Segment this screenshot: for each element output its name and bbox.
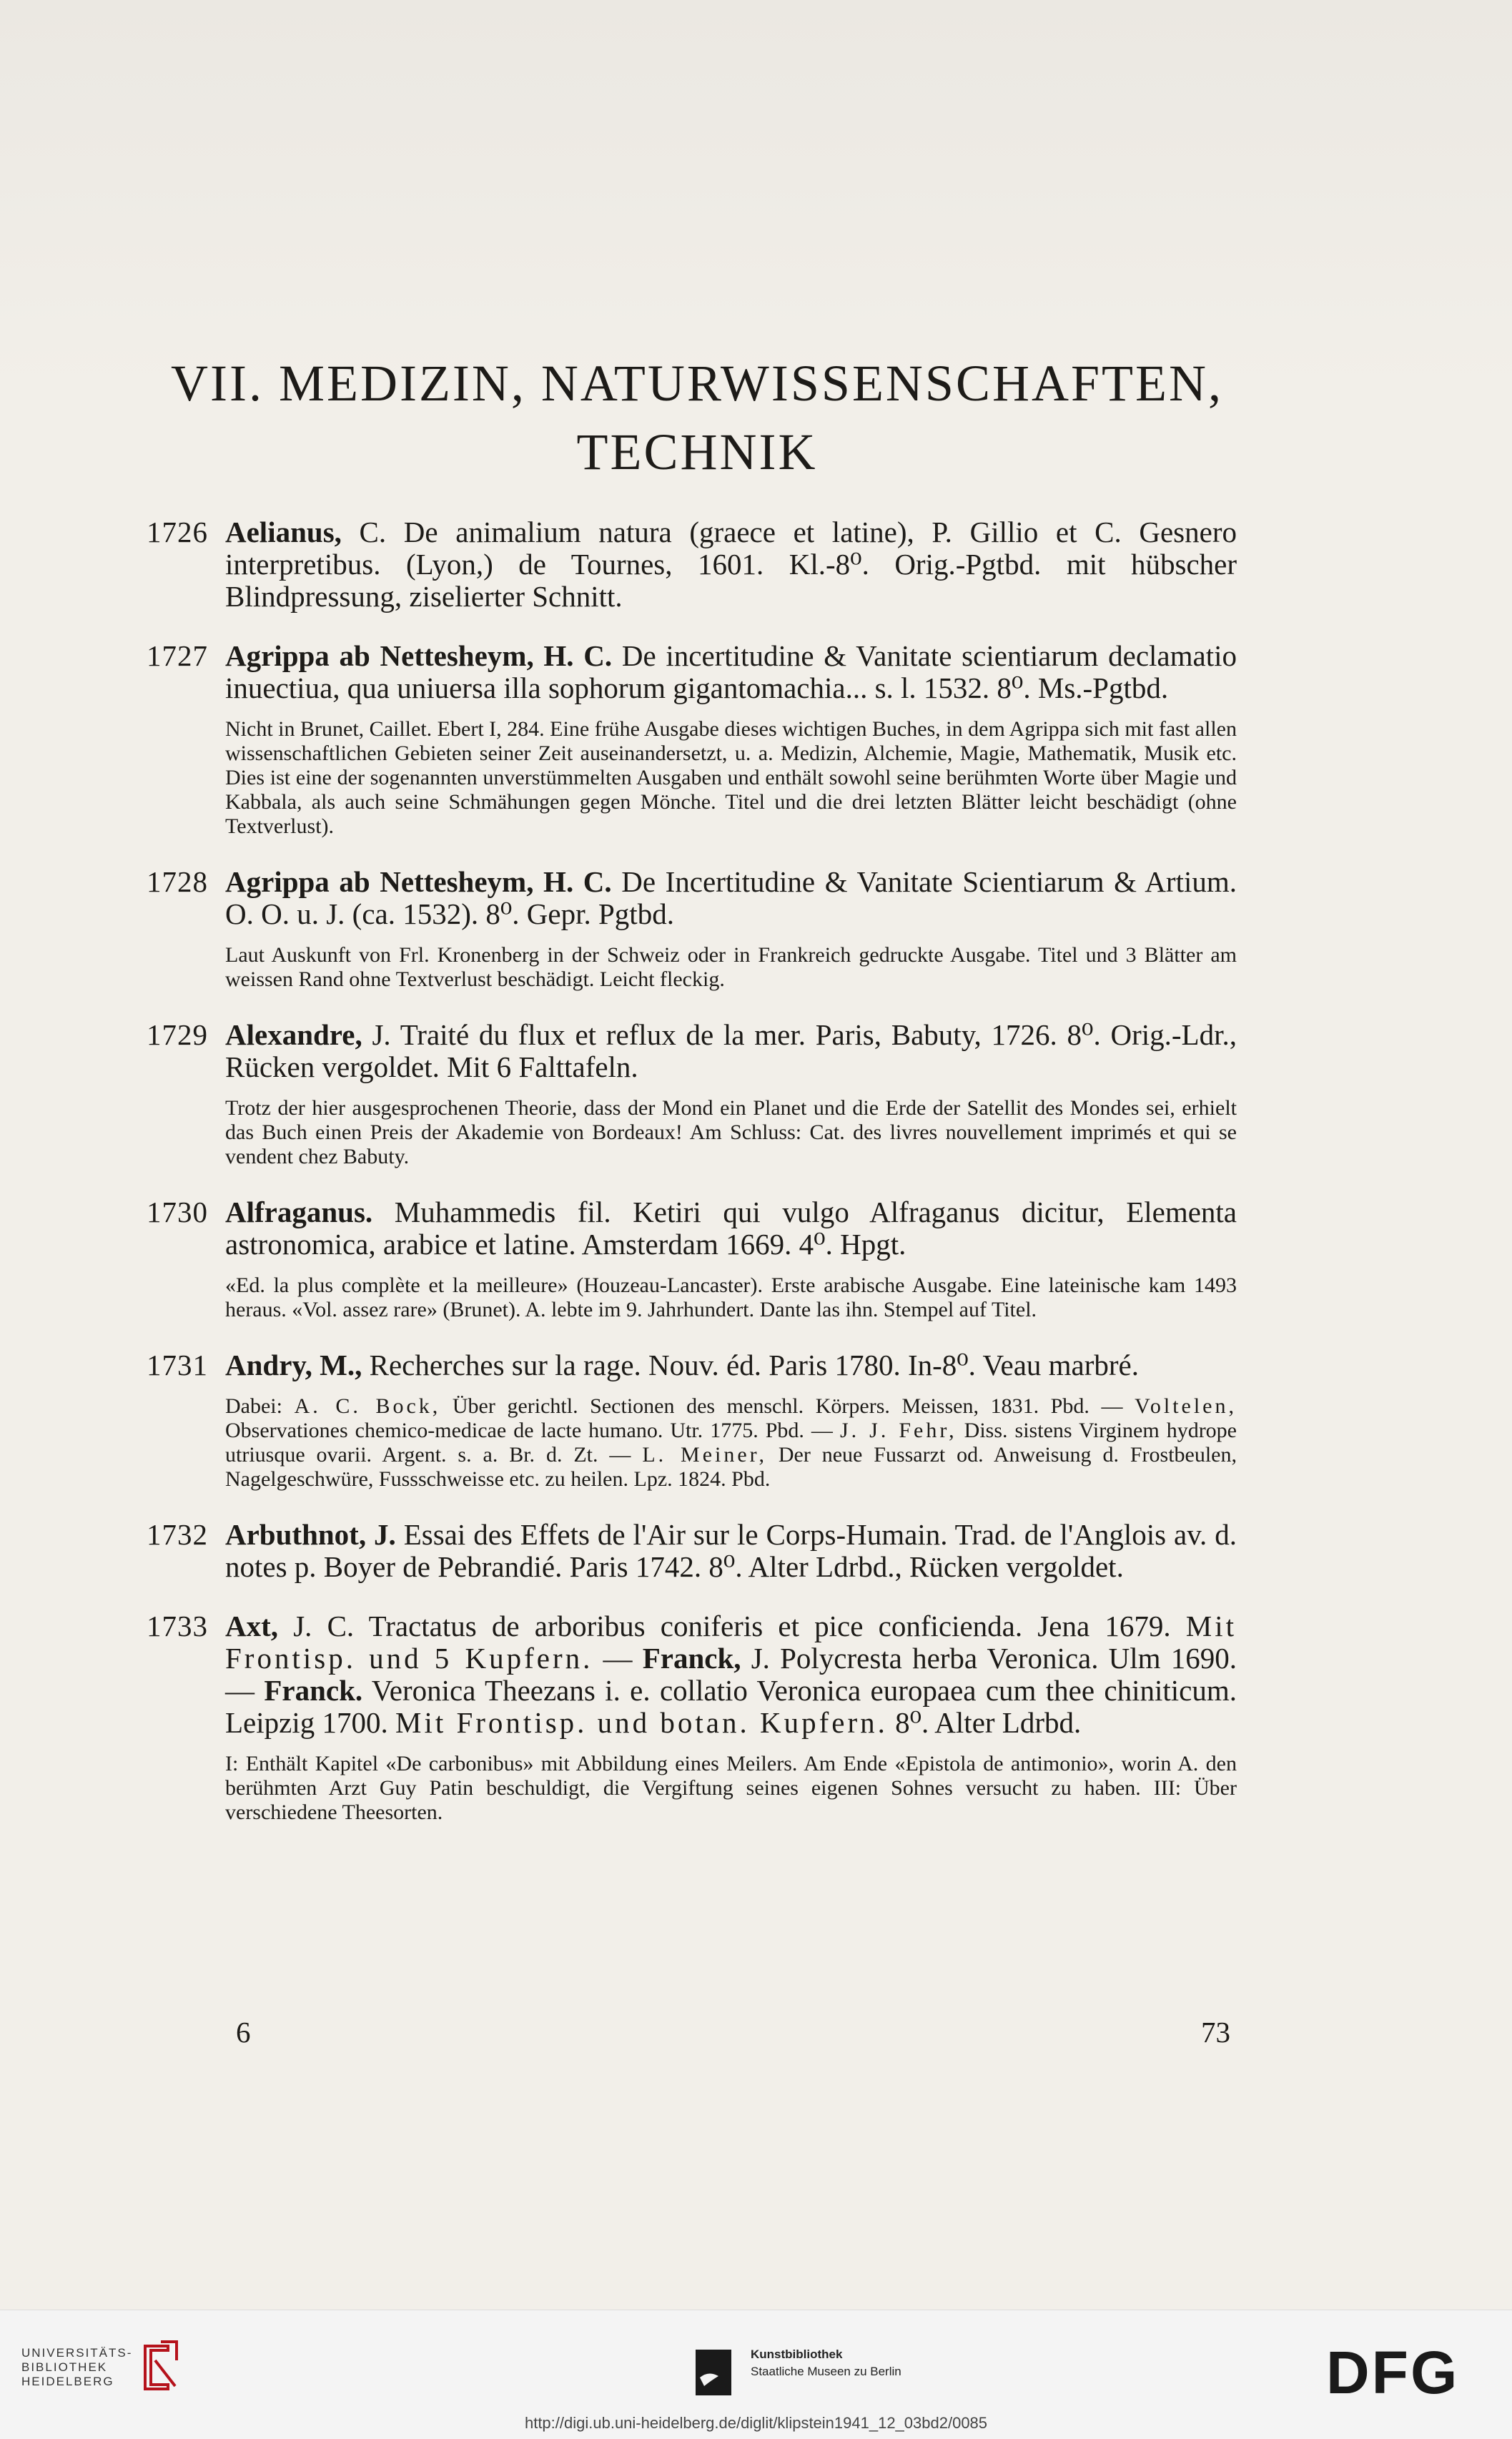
university-mark-icon [139,2339,182,2396]
entry-text: C. De animalium natura (graece et latine), P. Gillio et C. Gesnero interpretibus. (Lyon,) de Tournes, 1601. Kl.-8⁰. Orig.-Pgtbd. mit hübscher Blindpressung, ziselierter Schnitt. [225,516,1237,613]
entry-text: J. C. Tractatus de arboribus coniferis et pice conficienda. Jena 1679. [278,1610,1186,1642]
entry-description [225,1349,1237,1381]
logo-text: Staatliche Museen zu Berlin [751,2365,901,2378]
entry-author: Franck, [642,1642,741,1675]
catalogue-entries [147,516,1237,1852]
entry-note [225,1394,1237,1492]
logo-text: BIBLIOTHEK [21,2360,108,2374]
entry-note: I: Enthält Kapitel «De carbonibus» mit Abbildung eines Meilers. Am Ende «Epistola de antimonio», worin A. den berühmten Arzt Guy Patin beschuldigt, die Vergiftung seines eigenen Sohnes versucht zu haben. III: Über verschiedene Theesorten. [225,1752,1237,1824]
note-text: Dabei: [225,1394,295,1418]
entry-author: Franck. [264,1674,363,1707]
catalogue-entry [147,866,1237,992]
entry-number: 1726 [147,516,208,548]
kunstbibliothek-logo-icon [690,2346,740,2400]
entry-note: Trotz der hier ausgesprochenen Theorie, dass der Mond ein Planet und die Erde der Satellit des Mondes sei, erhielt das Buch einen Preis der Akademie von Bordeaux! Am Schluss: Cat. des livres nouvellement imprimés et qui se vendent chez Babuty. [225,1096,1237,1168]
section-title-line1: VII. MEDIZIN, NATURWISSENSCHAFTEN, [171,355,1223,412]
entry-text: 8⁰. Alter Ldrbd. [887,1706,1082,1739]
entry-number: 1730 [147,1196,208,1228]
note-author: J. J. Fehr, [839,1419,957,1442]
entry-number: 1729 [147,1018,208,1051]
catalogue-entry [147,1519,1237,1583]
catalogue-entry [147,1019,1237,1169]
entry-description [225,1019,1237,1083]
catalogue-entry [147,516,1237,613]
entry-text: Muhammedis fil. Ketiri qui vulgo Alfraganus dicitur, Elementa astronomica, arabice et latine. Amsterdam 1669. 4⁰. Hpgt. [225,1196,1237,1261]
entry-author: Aelianus, [225,516,342,548]
entry-number: 1727 [147,639,208,672]
entry-number: 1728 [147,865,208,898]
entry-text: — [593,1642,643,1675]
dfg-logo: DFG [1326,2339,1460,2406]
section-title [129,349,1265,486]
entry-text: Veronica Theezans i. e. collatio Veronica europaea cum thee chiniticum. Leipzig 1700. [225,1674,1237,1739]
entry-text: De Incertitudine & Vanitate Scientiarum & Artium. O. O. u. J. (ca. 1532). 8⁰. Gepr. Pgtbd. [225,865,1237,930]
logo-text: HEIDELBERG [21,2375,114,2388]
entry-author: Alexandre, [225,1018,362,1051]
university-library-logo [21,2346,132,2389]
note-text: Observationes chemico-medicae de lacte humano. Utr. 1775. Pbd. — [225,1419,840,1442]
note-author: Voltelen, [1135,1394,1237,1418]
note-author: A. C. Bock, [294,1394,441,1418]
logo-text: UNIVERSITÄTS- [21,2346,133,2360]
entry-author: Andry, M., [225,1349,362,1381]
entry-text: J. Polycresta herba Veronica. Ulm 1690. — [225,1642,1237,1707]
entry-description [225,866,1237,930]
entry-note: Nicht in Brunet, Caillet. Ebert I, 284. Eine frühe Ausgabe dieses wichtigen Buches, in dem Agrippa sich mit fast allen wissenschaftlichen Gebieten seiner Zeit auseinandersetzt, u. a. Medizin, Alchemie, Magie, Mathematik, Musik etc. Dies ist eine der sogenannten unverstümmelten Ausgaben und enthält sowohl seine berühmten Worte über Magie und Kabbala, als auch seine Schmähungen gegen Mönche. Titel und die drei letzten Blätter leicht beschädigt (ohne Textverlust). [225,717,1237,838]
note-text: Der neue Fussarzt od. Anweisung d. Frostbeulen, Nagelgeschwüre, Fussschweisse etc. zu heilen. Lpz. 1824. Pbd. [225,1443,1237,1491]
catalogue-entry [147,1610,1237,1825]
entry-text: Recherches sur la rage. Nouv. éd. Paris 1780. In-8⁰. Veau marbré. [362,1349,1139,1381]
note-text: Über gerichtl. Sectionen des menschl. Körpers. Meissen, 1831. Pbd. — [440,1394,1135,1418]
page-number: 73 [1201,2016,1230,2049]
entry-number: 1732 [147,1518,208,1551]
entry-author: Axt, [225,1610,279,1642]
catalogue-entry [147,1196,1237,1322]
entry-text: J. Traité du flux et reflux de la mer. Paris, Babuty, 1726. 8⁰. Orig.-Ldr., Rücken vergoldet. Mit 6 Falttafeln. [225,1018,1237,1083]
kunstbibliothek-text [751,2346,901,2380]
entry-author: Alfraganus. [225,1196,373,1228]
catalogue-entry [147,640,1237,839]
entry-number: 1731 [147,1349,208,1381]
logo-text: Kunstbibliothek [751,2347,843,2361]
catalogue-entry [147,1349,1237,1492]
footer-bar [0,2310,1512,2439]
source-url[interactable]: http://digi.ub.uni-heidelberg.de/diglit/klipstein1941_12_03bd2/0085 [524,2414,988,2432]
signature-mark: 6 [236,2016,251,2049]
entry-number: 1733 [147,1610,208,1642]
entry-author: Agrippa ab Nettesheym, H. C. [225,639,613,672]
entry-text: Essai des Effets de l'Air sur le Corps-Humain. Trad. de l'Anglois av. d. notes p. Boyer de Pebrandié. Paris 1742. 8⁰. Alter Ldrbd., Rücken vergoldet. [225,1518,1237,1583]
entry-author: Agrippa ab Nettesheym, H. C. [225,865,612,898]
entry-description [225,640,1237,704]
entry-note: «Ed. la plus complète et la meilleure» (Houzeau-Lancaster). Erste arabische Ausgabe. Eine lateinische kam 1493 heraus. «Vol. assez rare» (Brunet). A. lebte im 9. Jahrhundert. Dante las ihn. Stempel auf Titel. [225,1273,1237,1321]
entry-description [225,1610,1237,1739]
entry-text-spaced: Mit Frontisp. und botan. Kupfern. [395,1706,888,1739]
note-text: Diss. sistens Virginem hydrope utriusque ovarii. Argent. s. a. Br. d. Zt. — [225,1419,1237,1467]
entry-description [225,516,1237,613]
entry-text-spaced: Mit Frontisp. und 5 Kupfern. [225,1610,1237,1675]
section-title-line2: TECHNIK [576,423,818,481]
entry-description [225,1519,1237,1583]
page-top-shading [0,0,1512,386]
entry-note: Laut Auskunft von Frl. Kronenberg in der Schweiz oder in Frankreich gedruckte Ausgabe. Titel und 3 Blätter am weissen Rand ohne Textverlust beschädigt. Leicht fleckig. [225,943,1237,991]
note-author: L. Meiner, [642,1443,767,1467]
entry-author: Arbuthnot, J. [225,1518,396,1551]
entry-text: De incertitudine & Vanitate scientiarum declamatio inuectiua, qua uniuersa illa sophorum gigantomachia... s. l. 1532. 8⁰. Ms.-Pgtbd. [225,639,1237,704]
entry-description [225,1196,1237,1261]
